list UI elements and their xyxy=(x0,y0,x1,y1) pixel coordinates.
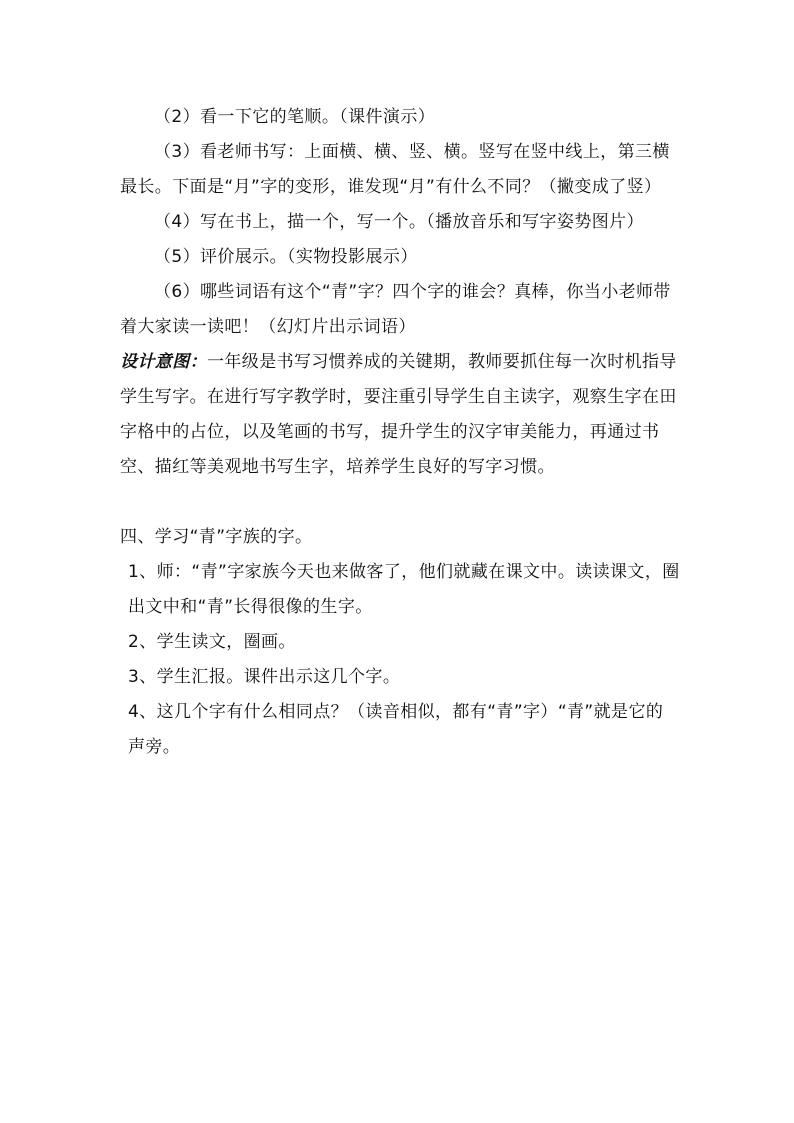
section-item-2: 2、学生读文，圈画。 xyxy=(128,632,296,652)
step-6: （6）哪些词语有这个“青”字？四个字的谁会？真棒，你当小老师带着大家读一读吧！（幻灯片出示词语） xyxy=(120,282,671,337)
document-body xyxy=(120,100,680,765)
design-intent-paragraph xyxy=(120,345,680,485)
step-4: （4）写在书上，描一个，写一个。（播放音乐和写字姿势图片） xyxy=(154,212,644,232)
section-item-1: 1、师：“青”字家族今天也来做客了，他们就藏在课文中。读读课文，圈出文中和“青”长得很像的生字。 xyxy=(128,562,680,617)
design-intent-text: 一年级是书写习惯养成的关键期，教师要抓住每一次时机指导学生写字。在进行写字教学时，要注重引导学生自主读字，观察生字在田字格中的占位，以及笔画的书写，提升学生的汉字审美能力，再通过书空、描红等美观地书写生字，培养学生良好的写字习惯。 xyxy=(120,352,677,477)
step-5: （5）评价展示。（实物投影展示） xyxy=(154,247,418,267)
section-item-4: 4、这几个字有什么相同点？（读音相似，都有“青”字）“青”就是它的声旁。 xyxy=(128,702,664,757)
section-heading: 四、学习“青”字族的字。 xyxy=(120,527,313,547)
section-item-3: 3、学生汇报。课件出示这几个字。 xyxy=(128,667,401,687)
step-3: （3）看老师书写：上面横、横、竖、横。竖写在竖中线上，第三横最长。下面是“月”字的变形，谁发现“月”有什么不同？（撇变成了竖） xyxy=(120,142,670,197)
section-spacer xyxy=(120,485,680,520)
design-intent-label: 设计意图： xyxy=(120,352,207,372)
step-2: （2）看一下它的笔顺。（课件演示） xyxy=(154,107,436,127)
